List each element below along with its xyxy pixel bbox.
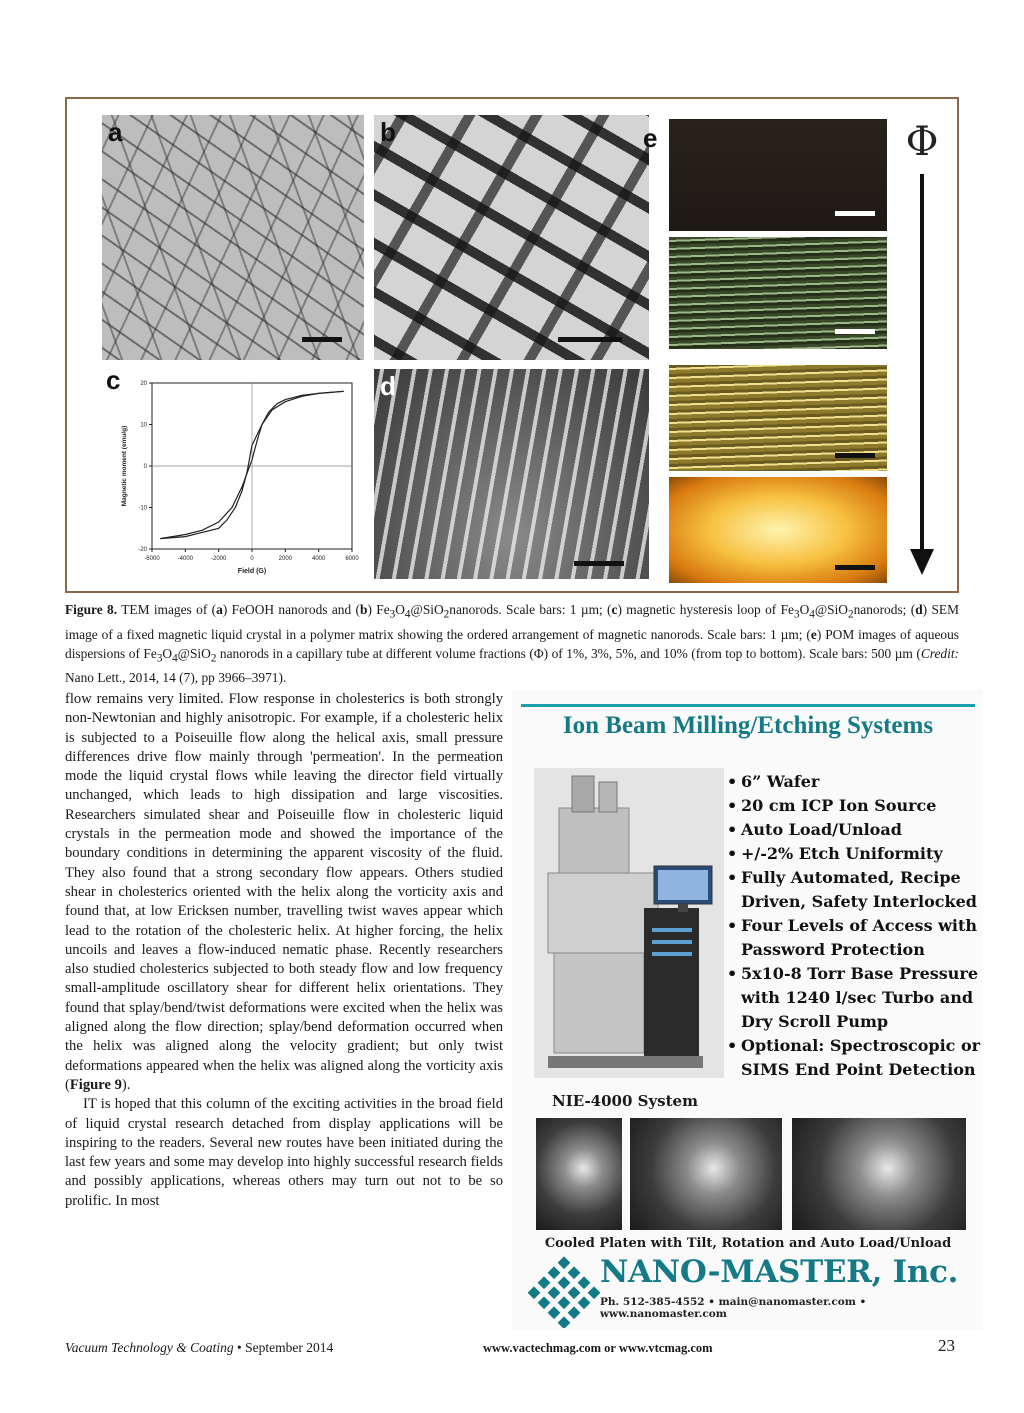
figure-8 — [65, 97, 959, 593]
panel-label-d: d — [380, 371, 396, 401]
y-tick-label: 0 — [143, 464, 147, 470]
panel-label-c: c — [106, 369, 121, 395]
volume-fraction-arrow-line — [920, 174, 924, 554]
body-paragraph-1: flow remains very limited. Flow response in cholesterics is both strongly non-Newtonian and highly anisotropic. For example, if a cholesteric helix is subjected to a Poiseuille flow along the helical axis, small pressure differences drive flow mainly through 'permeation'. In the permeation mode the liquid crystal flows while leaving the director field virtually unchanged, which leads to high dissipation and large viscosities. Researchers simulated shear and Poiseuille flow in cholesteric liquid crystals in the permeation mode and showed the importance of the boundary conditions in determining the apparent viscosity of the fluid. They also found that a strong secondary flow appears. Others studied shear in cholesterics oriented with the helix along the vorticity axis and found that, at low Ericksen number, travelling twist waves appear which lead to the rotation of the cholesteric helix. At higher forcing, the helix uncoils and leaves a flow-induced nematic phase. Recently researchers also studied cholesterics subjected to both steady flow and low frequency small-amplitude oscillatory shear for different helix orientations. They found that splay/bend/twist deformations were excited when the helix was aligned along the flow direction; splay/bend deformation occurred when the helix was aligned along the velocity gradient; but only twist deformations appeared when the helix was aligned along the vorticity axis (Figure 9). — [65, 691, 503, 1093]
y-axis-label: Magnetic moment (emu/g) — [121, 425, 128, 507]
sem-image-magnetic-liquid-crystal — [374, 369, 649, 579]
scale-bar-e1 — [835, 211, 875, 216]
x-tick-label: 6000 — [345, 556, 359, 562]
y-tick-label: -10 — [138, 505, 147, 512]
x-axis-label: Field (G) — [237, 568, 267, 575]
scale-bar-e4 — [835, 565, 875, 570]
feature-item: • Auto Load/Unload — [727, 818, 987, 842]
scale-bar-e2 — [835, 329, 875, 334]
pom-image-3-percent — [669, 237, 887, 349]
panel-label-a: a — [108, 117, 123, 147]
nie-4000-machine-image — [534, 768, 724, 1078]
scale-bar-d — [574, 561, 624, 566]
body-paragraph-2: IT is hoped that this column of the exciting activities in the broad field of liquid crystal research detached from display applications will be inspiring to the readers. Several new routes have been initiated during the last few years and some may develop into highly successful research fields and possibly applications, whereas others may turn out not to be so prolific. In most — [65, 1096, 503, 1209]
x-tick-label: -2000 — [210, 556, 227, 562]
company-name: NANO-MASTER, Inc. — [600, 1254, 959, 1290]
hysteresis-loop-chart — [102, 369, 364, 579]
pom-image-10-percent — [669, 477, 887, 583]
footer-journal-info: Vacuum Technology & Coating • September 2014 — [65, 1340, 334, 1355]
ad-divider — [521, 704, 975, 707]
company-contact: Ph. 512-385-4552 • main@nanomaster.com • www.nanomaster.com — [600, 1296, 867, 1320]
tem-image-fe3o4-sio2-nanorods — [374, 115, 649, 360]
nano-master-advertisement — [512, 690, 982, 1330]
feature-item: • 6” Wafer — [727, 770, 987, 794]
cooled-platen-photo-1 — [536, 1118, 622, 1230]
hysteresis-chart-svg — [102, 369, 364, 579]
panel-label-b: b — [380, 117, 396, 147]
footer-urls: www.vactechmag.com or www.vtcmag.com — [483, 1341, 713, 1355]
ad-title: Ion Beam Milling/Etching Systems — [562, 712, 934, 739]
phi-symbol: Φ — [905, 119, 939, 165]
scale-bar-b — [558, 337, 622, 342]
feature-item: • 20 cm ICP Ion Source — [727, 794, 987, 818]
figure-9-reference: Figure 9 — [69, 1076, 122, 1093]
arrow-down-icon — [910, 549, 934, 575]
feature-item: • 5x10-8 Torr Base Pressure with 1240 l/sec Turbo and Dry Scroll Pump — [727, 962, 987, 1034]
x-tick-label: 2000 — [278, 556, 293, 562]
pom-image-1-percent — [669, 119, 887, 231]
feature-item: • Fully Automated, Recipe Driven, Safety Interlocked — [727, 866, 987, 914]
pom-image-5-percent — [669, 365, 887, 471]
photos-caption: Cooled Platen with Tilt, Rotation and Auto Load/Unload — [544, 1236, 952, 1251]
journal-name: Vacuum Technology & Coating — [65, 1340, 234, 1355]
x-tick-label: -6000 — [144, 556, 160, 562]
scale-bar-e3 — [835, 453, 875, 458]
x-tick-label: 0 — [250, 556, 254, 562]
feature-item: • +/-2% Etch Uniformity — [727, 842, 987, 866]
y-tick-label: 20 — [140, 381, 147, 387]
scale-bar-a — [302, 337, 342, 342]
page-number: 23 — [938, 1336, 955, 1355]
system-caption: NIE-4000 System — [552, 1092, 698, 1110]
tem-image-feooh-nanorods — [102, 115, 364, 360]
feature-item: • Four Levels of Access with Password Protection — [727, 914, 987, 962]
figure-caption: Figure 8. TEM images of (a) FeOOH nanorods and (b) $Fe_3O_4@SiO_2nanorods$. Scale bars: 1 µm; (c) magnetic hysteresis loop of $Fe_3O_4@SiO_2nanorods$; (d) SEM image of a fixed magnetic liquid crystal in a polymer matrix showing the ordered arrangement of magnetic nanorods. Scale bars: 1 µm; (e) POM images of aqueous dispersions of $Fe_3O_4@SiO_2$ nanorods in a capillary tube at different volume fractions (Φ) of 1%, 3%, 5%, and 10% (from top to bottom). Scale bars: 500 µm (Credit: Nano Lett., 2014, 14 (7), pp 3966–3971). — [65, 602, 960, 686]
article-body — [65, 690, 503, 1211]
x-tick-label: 4000 — [311, 556, 326, 562]
ad-feature-list — [727, 770, 987, 1082]
y-tick-label: 10 — [140, 422, 147, 429]
y-tick-label: -20 — [138, 547, 147, 553]
nano-master-logo-icon — [528, 1256, 600, 1328]
cooled-platen-photo-2 — [630, 1118, 782, 1230]
issue-date: September 2014 — [245, 1340, 334, 1355]
panel-label-e: e — [643, 123, 658, 153]
x-tick-label: -4000 — [177, 556, 194, 562]
cooled-platen-photo-3 — [792, 1118, 966, 1230]
feature-item: • Optional: Spectroscopic or SIMS End Point Detection — [727, 1034, 987, 1082]
